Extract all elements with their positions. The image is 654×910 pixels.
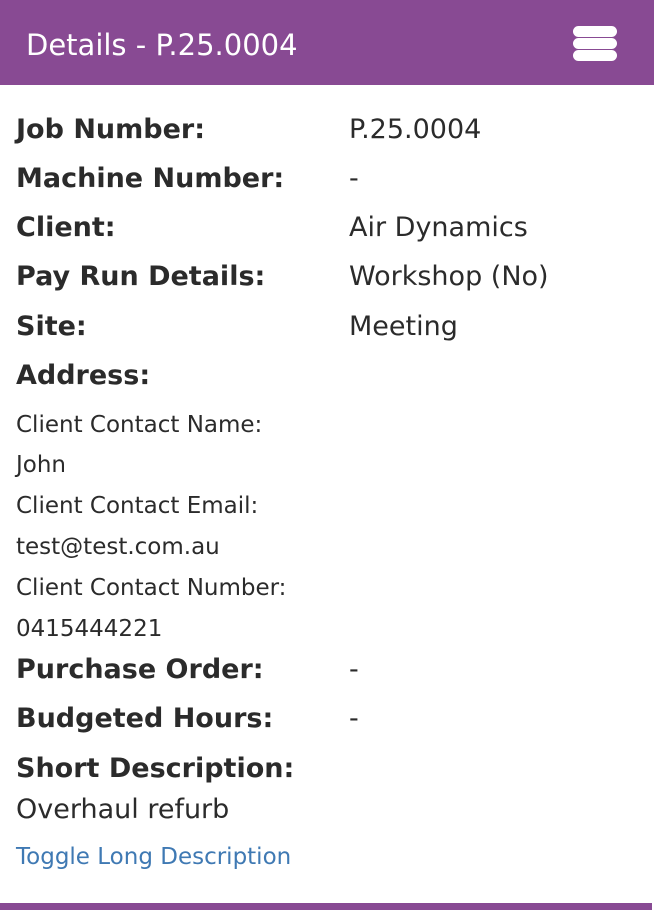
contact-number-label: Client Contact Number: xyxy=(16,575,287,601)
contact-email-label: Client Contact Email: xyxy=(16,493,259,519)
site-value: Meeting xyxy=(349,311,458,342)
short-description-value: Overhaul refurb xyxy=(16,794,230,825)
address-label: Address: xyxy=(16,360,151,391)
machine-number-value: - xyxy=(349,163,359,194)
header-bar xyxy=(0,0,654,85)
pay-run-value: Workshop (No) xyxy=(349,261,549,292)
purchase-order-label: Purchase Order: xyxy=(16,654,264,685)
job-number-label: Job Number: xyxy=(16,114,206,145)
menu-line xyxy=(573,50,617,61)
contact-name-value: John xyxy=(16,452,67,478)
menu-line xyxy=(573,38,617,49)
hamburger-menu-icon[interactable] xyxy=(566,22,626,68)
bottom-divider xyxy=(0,903,652,910)
pay-run-label: Pay Run Details: xyxy=(16,261,266,292)
client-label: Client: xyxy=(16,212,116,243)
site-label: Site: xyxy=(16,311,87,342)
machine-number-label: Machine Number: xyxy=(16,163,285,194)
page-title: Details - P.25.0004 xyxy=(26,28,298,62)
purchase-order-value: - xyxy=(349,654,359,685)
contact-email-value: test@test.com.au xyxy=(16,534,220,560)
contact-name-label: Client Contact Name: xyxy=(16,412,263,438)
budgeted-hours-value: - xyxy=(349,703,359,734)
toggle-long-description-link[interactable]: Toggle Long Description xyxy=(16,844,292,870)
client-value: Air Dynamics xyxy=(349,212,528,243)
contact-number-value: 0415444221 xyxy=(16,616,163,642)
menu-line xyxy=(573,26,617,37)
short-description-label: Short Description: xyxy=(16,753,295,784)
budgeted-hours-label: Budgeted Hours: xyxy=(16,703,274,734)
job-number-value: P.25.0004 xyxy=(349,114,482,145)
